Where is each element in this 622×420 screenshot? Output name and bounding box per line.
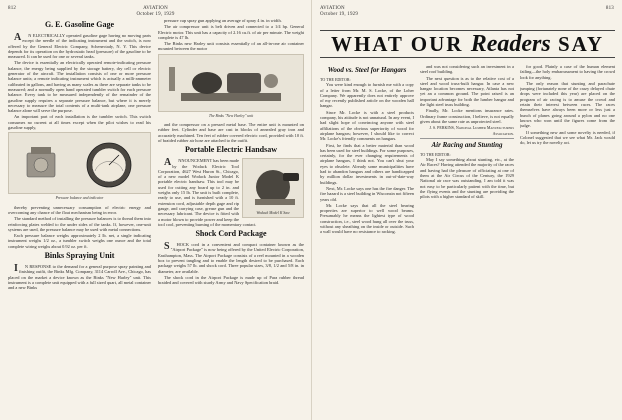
binks-unit-illustration	[159, 55, 303, 113]
running-head	[118, 6, 193, 18]
readers-column-2	[420, 64, 514, 414]
page-number-right: 813	[605, 6, 614, 11]
banner-italic: Readers	[470, 30, 551, 57]
pressure-balance-caption: Pressure balance and indicator	[55, 196, 104, 201]
shock-cord-para1: SHOCK cord in a convenient and compact container known as the "Airport Package" is now being offered by the United Electric Corporation, Easthampton, Mass. The Airport Package consists of a reel mounted in a wooden box to prevent tangling and to enable the length desired to be purchased. Each package weighs 57 lb. and shock cord. Three popular sizes, 3/8, 1/2 and 5/8 in. in diameter, are available.	[158, 241, 304, 274]
gasoline-gage-para6: Each pressure balance weighs approximately 2 lb. net, a single indicating instrument weighs 1/2 oz., a tumbler switch weighs one ounce and the total complete wiring weighs about 0.92 oz. per ft.	[8, 233, 151, 249]
page-number: 812	[8, 6, 17, 11]
handsaw-illustration	[243, 159, 304, 219]
left-column	[8, 18, 151, 414]
right-page	[311, 0, 622, 420]
running-head-date-right: October 19, 1929	[320, 12, 359, 17]
pressure-balance-illustration	[9, 133, 150, 195]
running-head-title-right: AVIATION	[320, 6, 345, 11]
right-col-para1: for good. Plainly a case of the human element failing—the holy embarrassment to having the crowd look for anything.	[520, 64, 615, 80]
readers-say-banner	[320, 30, 615, 58]
readers-say-title	[331, 31, 604, 58]
binks-para1: IN RESPONSE to the demand for a general purpose spray painting and finishing outfit, the Binks Mfg. Company, 3114 Carroll Ave., Chicago, has placed on the market a device known as the Binks "New Harley" unit. This instrument is a complete unit equipped with a full sized quart, all metal container and a new Binks	[8, 263, 151, 291]
right-col-para3: If something new and some novelty is needed, if Colonel suggested that we see what Mr. Jack would do, let us try the novelty act.	[520, 129, 615, 146]
handsaw-title: Portable Electric Handsaw	[185, 145, 277, 155]
wood-steel-para5: Mr. Locke says that all the steel bearing properties are superior to well wood beams. Presumably he means the lightest type of wood construction, i.e., steel wood hung all over the truss, without any sheathing on the inside or outside. Such a wall would have no resistance to racking.	[320, 202, 414, 235]
binks-cont-para4: and the compressor on a pressed metal base. The entire unit is mounted on rubber feet. Cylinder and base are cast in blocks of annealed gray iron and accurately machined. Ten feet of rubber covered electric cord, provided with 10 ft. of braided rubber air hose are attached to the outfit.	[158, 122, 304, 143]
pressure-balance-photo	[8, 132, 151, 194]
binks-title: Binks Spraying Unit	[44, 251, 115, 261]
shock-cord-para2: The shock cord in the Airport Package is made up of Para rubber thread braided and covered with sturdy Army and Navy Specification braid.	[158, 274, 304, 286]
air-racing-title: Air Racing and Stunting	[431, 140, 503, 149]
running-head-title: AVIATION	[143, 6, 168, 11]
letter-middle-para3: Finally, Mr. Locke mentions insurance rates. Ordinary frame construction, I believe, is not equally given about the same rate as unprotected steel.	[420, 108, 514, 124]
letter-middle-para2: The next question is as to the relative cost of a steel and wood truss-built hangar. In case a new hangar location becomes necessary, Atlanta has not yet an a common ground. The point raised is an important advantage for both the lumber hangar and the light steel truss building.	[420, 75, 514, 108]
left-page-right-column	[158, 18, 304, 414]
wood-steel-salutation: TO THE EDITOR:	[320, 77, 351, 82]
gasoline-gage-para2: The device is essentially an electrically operated remote-indicating pressure balance, the energy being supplied by the storage battery, dry cell or electric generator of the aircraft. The installation consists of one or more pressure balance units; a remote indicating instrument which is actually a milli-ammeter calibrated in gallons, and having as many scales as there are separate tanks to be measured; and a normally open hand operated tumbler switch for each pressure balance. Every tank to be measured independently of the remainder of the gasoline supply requires a separate pressure balance, but where it is merely necessary to measure the total contents of a multi-tank airplane, one pressure balance alone will serve the purpose.	[8, 60, 151, 114]
gasoline-gage-para3: An important part of each installation is the tumbler switch. This switch consumes no current at all times except when the pilot wishes to read his gasoline supply,	[8, 114, 151, 131]
air-racing-para1: May I say something about stunting, etc., at the Air Races? Having attended the majority of the races and having had the pleasure of officiating at one of them at the Air Circus of the Century, the 1929 National air race was outstanding. I am told it was not easy to be particularly patient with the time, but the flying events and the stunting are providing the pilots with a higher standard of skill.	[420, 157, 514, 200]
wood-steel-para3: First, he finds that a better material than wood has been used for steel buildings. For some purposes, certainly, for the ever changing requirements of airplane hangars, I think not. You can't shut your eyes to obsolete. Already some municipalities have had to abandon hangars and others are handicapped by million dollar investments in out-of-date-way buildings.	[320, 142, 414, 185]
binks-cont-para1: pressure cup spray gun applying an average of spray 4 in. in width.	[164, 18, 282, 23]
binks-unit-photo	[158, 54, 304, 112]
gasoline-gage-para4: thereby preventing unnecessary consumption of electric energy and overcoming any chance of the float mechanism being in error.	[8, 204, 151, 215]
letter-middle-signature: J. S. PERKINS, National Lumber Manufacturers Association.	[429, 125, 514, 136]
right-col-para2: The only reason that stunting and parachute jumping (fortunately none of the crazy delayed chute drops were included this year) are placed on the program of air racing is to amuse the crowd and retain their interest between races. The races themselves have always been more or less just a bunch of planes going around a pylon and no one knows who won until the figures come from the judge.	[520, 80, 615, 129]
binks-cont-para2: The air compressor unit is belt driven and connected to a 1/4 hp. General Electric motor. This unit has a capacity of 2.16 cu.ft. of air per minute. The weight complete is 47 lb.	[158, 24, 304, 40]
shock-cord-title: Shock Cord Package	[195, 229, 267, 239]
banner-prefix: WHAT OUR	[330, 31, 464, 56]
handsaw-photo	[242, 158, 304, 218]
readers-column-1	[320, 64, 414, 414]
letter-middle-para1: and was not considering such an investment in a steel roof building.	[420, 64, 514, 75]
running-head-right	[320, 6, 395, 18]
readers-column-3	[520, 64, 615, 414]
handsaw-para: ANNOUNCEMENT has been made by the Wodack Electric Tool Corporation, 4627 West Huron St., Chicago, of a new model Wodack Junior Model K portable electric handsaw. This tool may be used for cutting any board up to 2 in. and weighs only 15 lb. The unit is built complete, ready to use, and is furnished with a 10 ft. extension cord, adjustable depth gage and rip gauge, and carrying case, grease gun and the necessary lubricant. The device is fitted with a motor blown to provide power and keep the tool cool, preventing burning of the momentary contact.	[158, 157, 257, 227]
gasoline-gage-title: G. E. Gasoline Gage	[44, 20, 115, 29]
binks-cont-para3: The Binks new Harley unit consists essentially of an all-in-one air container mounted between the motor	[158, 41, 304, 52]
gasoline-gage-para1: AN ELECTRICALLY operated gasoline gage having no moving parts except the needle of the indicating instrument and the switch, is now offered by the General Electric Company, Schenectady, N. Y. This device depends for its operation on the hydrostatic head (pressure) of the gasoline to be measured. It can be used for one or several tanks.	[8, 32, 151, 60]
air-racing-salutation: TO THE EDITOR:	[420, 151, 451, 157]
gasoline-gage-para5: The standard method of installing the pressure balances is to thread them into reinforcing plates welded to the under sides of the tanks. If, however, one-unit systems are used, the pressure balance may be used with metal connections.	[8, 216, 151, 232]
wood-steel-title: Wood vs. Steel for Hangars	[327, 66, 407, 74]
wood-steel-para1: You were kind enough to furnish me with a copy of a letter from Mr. M. S. Locke, of the Loher Company. We apparently does not entirely approve of my recently published article on the wooden hall hangar.	[320, 82, 414, 109]
wood-steel-para2: Since Mr. Locke is with a steel products company, his attitude is not unnatural. In any event, I had slight hope of convincing anyone with steel affiliations of the obvious superiority of wood for airplane hangars; however, I should like to correct Mr. Locke's friendly comments on hangars.	[320, 109, 414, 142]
wood-steel-para4: Next, Mr. Locke says one has the fire danger. The fire hazard is a steel building in Wisconsin not fifteen years old.	[320, 185, 414, 202]
divider	[420, 138, 514, 139]
running-head-date: October 19, 1929	[136, 12, 175, 17]
banner-suffix: SAY	[557, 31, 605, 56]
binks-unit-caption: The Binks "New Harley" unit	[208, 113, 254, 118]
handsaw-caption: Wodack Model K Saw	[256, 211, 290, 216]
